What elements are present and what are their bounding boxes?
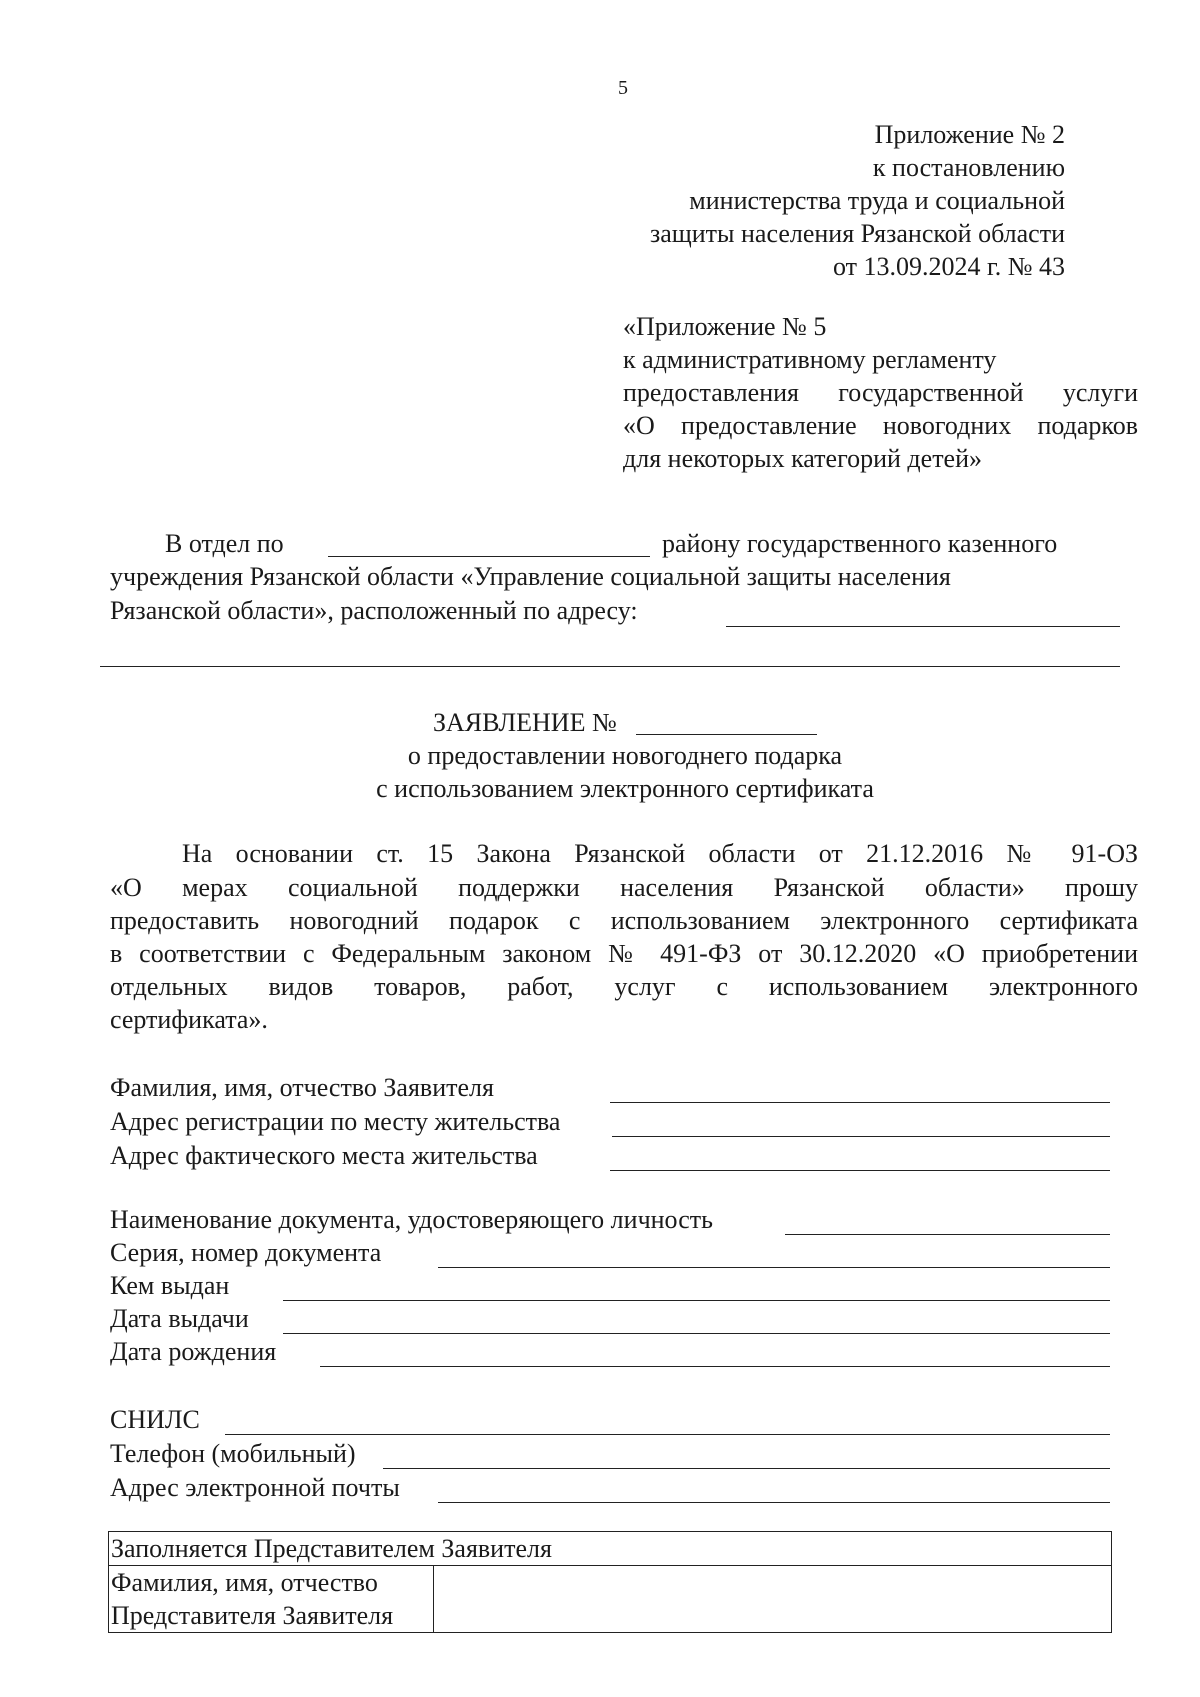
department-district-field[interactable] [328, 556, 650, 557]
field-label-snils: СНИЛС [110, 1405, 200, 1434]
addressee-part2: району государственного казенного [662, 529, 1058, 558]
body-line: в соответствии с Федеральным законом № 491-ФЗ от 30.12.2020 «О приобретении [110, 939, 1138, 968]
applicant-full-name-field[interactable] [610, 1102, 1110, 1103]
issued-by-field[interactable] [283, 1300, 1110, 1301]
field-label-actual-address: Адрес фактического места жительства [110, 1141, 538, 1170]
field-label-phone: Телефон (мобильный) [110, 1439, 356, 1468]
field-label-issue-date: Дата выдачи [110, 1304, 249, 1333]
field-label-issued-by: Кем выдан [110, 1271, 230, 1300]
appendix-line: «О предоставление новогодних подарков [623, 411, 1138, 440]
snils-field[interactable] [225, 1434, 1110, 1435]
representative-name-label [109, 1566, 434, 1633]
body-line: отдельных видов товаров, работ, услуг с использованием электронного [110, 972, 1138, 1001]
birth-date-field[interactable] [320, 1366, 1110, 1367]
body-line: сертификата». [110, 1005, 268, 1034]
header-line: к постановлению [872, 153, 1065, 182]
statement-number-field[interactable] [636, 734, 817, 735]
page-number: 5 [618, 77, 628, 99]
addressee-line3: Рязанской области», расположенный по адресу: [110, 596, 638, 625]
field-label-registration-address: Адрес регистрации по месту жительства [110, 1107, 561, 1136]
addressee-part1: В отдел по [165, 529, 284, 558]
actual-address-field[interactable] [610, 1170, 1110, 1171]
issue-date-field[interactable] [283, 1333, 1110, 1334]
appendix-line: «Приложение № 5 [623, 312, 827, 341]
email-field[interactable] [438, 1502, 1110, 1503]
field-label-document-name: Наименование документа, удостоверяющего личность [110, 1205, 713, 1234]
field-label-series-number: Серия, номер документа [110, 1238, 382, 1267]
title-line1: ЗАЯВЛЕНИЕ № [433, 708, 617, 737]
representative-name-label-line2: Представителя Заявителя [111, 1601, 394, 1630]
representative-table [108, 1531, 1112, 1633]
appendix-line: для некоторых категорий детей» [623, 444, 983, 473]
header-line: министерства труда и социальной [689, 186, 1065, 215]
document-name-field[interactable] [785, 1234, 1110, 1235]
title-line3: с использованием электронного сертификата [376, 774, 874, 803]
header-line: Приложение № 2 [874, 120, 1065, 149]
representative-table-header: Заполняется Представителем Заявителя [109, 1532, 1112, 1566]
phone-field[interactable] [383, 1468, 1110, 1469]
addressee-line2: учреждения Рязанской области «Управление социальной защиты населения [110, 562, 951, 591]
representative-name-value[interactable] [434, 1566, 1112, 1633]
body-line: предоставить новогодний подарок с использованием электронного сертификата [110, 906, 1138, 935]
department-address-field-continued[interactable] [100, 666, 1120, 667]
field-label-birth-date: Дата рождения [110, 1337, 277, 1366]
appendix-line: предоставления государственной услуги [623, 378, 1138, 407]
body-line: На основании ст. 15 Закона Рязанской области от 21.12.2016 № 91-ОЗ [182, 839, 1138, 868]
representative-table-header-row [109, 1532, 1112, 1566]
registration-address-field[interactable] [612, 1136, 1110, 1137]
appendix-line: к административному регламенту [623, 345, 997, 374]
representative-table-row [109, 1566, 1112, 1633]
header-line: защиты населения Рязанской области [649, 219, 1065, 248]
field-label-full-name: Фамилия, имя, отчество Заявителя [110, 1073, 494, 1102]
field-label-email: Адрес электронной почты [110, 1473, 400, 1502]
header-line: от 13.09.2024 г. № 43 [832, 252, 1065, 281]
title-line2: о предоставлении новогоднего подарка [407, 741, 843, 770]
representative-name-label-line1: Фамилия, имя, отчество [111, 1568, 378, 1597]
department-address-field[interactable] [726, 626, 1120, 627]
body-line: «О мерах социальной поддержки населения Рязанской области» прошу [110, 873, 1138, 902]
series-number-field[interactable] [438, 1267, 1110, 1268]
